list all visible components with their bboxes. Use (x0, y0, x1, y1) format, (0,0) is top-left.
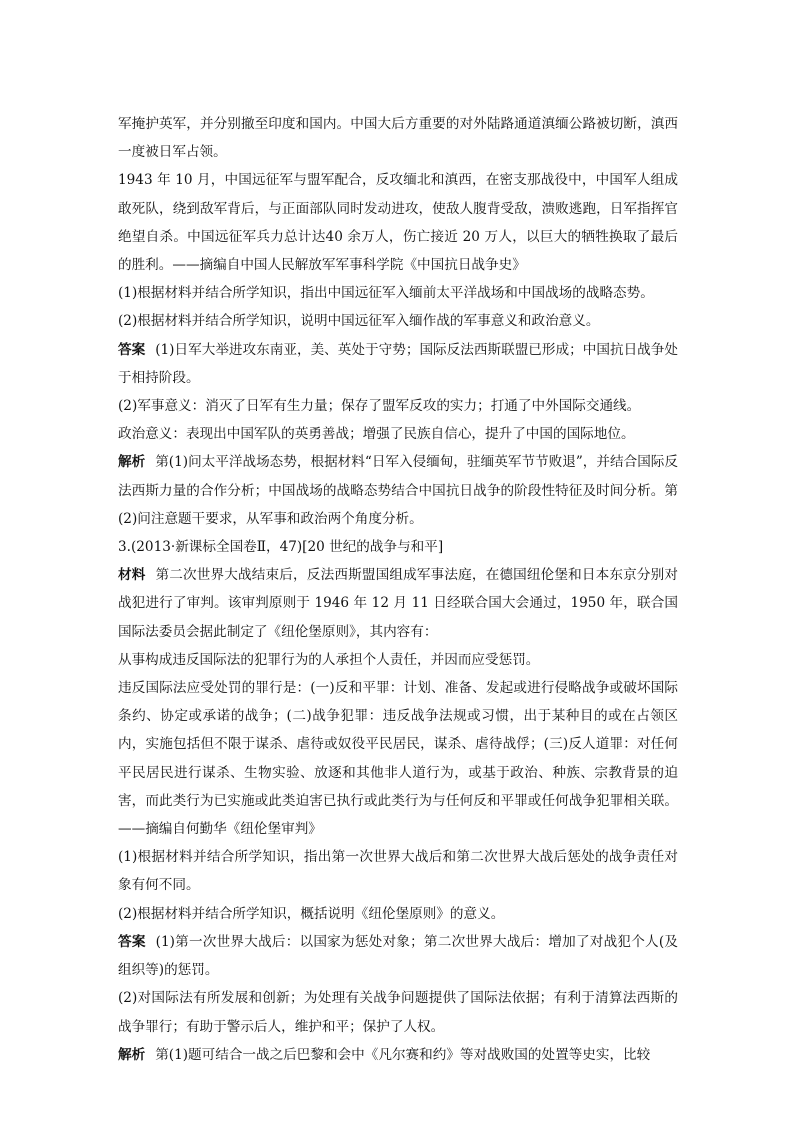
paragraph-text: (1)第一次世界大战后：以国家为惩处对象；第二次世界大战后：增加了对战犯个人(及组织等)的惩罚。 (118, 933, 679, 979)
material-3-principle-2 (118, 674, 678, 843)
material-3 (118, 561, 678, 646)
paragraph-text: (2)对国际法有所发展和创新；为处理有关战争问题提供了国际法依据；有利于清算法西斯的战争罪行；有助于警示后人，维护和平；保护了人权。 (118, 990, 678, 1035)
analysis-label: 解析 (118, 1046, 146, 1063)
answer-2-military (118, 392, 678, 420)
answer-3-1 (118, 928, 678, 984)
question-3-2 (118, 900, 678, 928)
answer-3-2 (118, 984, 678, 1040)
paragraph-text: 3.(2013·新课标全国卷Ⅱ，47)[20 世纪的战争与和平] (118, 539, 444, 556)
answer-2-political (118, 420, 678, 448)
document-body (118, 110, 678, 1069)
material-paragraph (118, 166, 678, 279)
question-1 (118, 279, 678, 307)
paragraph-text: 从事构成违反国际法的犯罪行为的人承担个人责任，并因而应受惩罚。 (118, 651, 540, 668)
paragraph-text: 违反国际法应受处罚的罪行是：(一)反和平罪：计划、准备、发起或进行侵略战争或破坏国际条约、协定或承诺的战争；(二)战争犯罪：违反战争法规或习惯，出于某种目的或在占领区内，实施包括但不限于谋杀、虐待或奴役平民居民，谋杀、虐待战俘；(三)反人道罪：对任何平民居民进行谋杀、生物实验、放逐和其他非人道行为，或基于政治、种族、宗教背景的迫害，而此类行为已实施或此类迫害已执行或此类行为与任何反和平罪或任何战争犯罪相关联。——摘编自何勤华《纽伦堡审判》 (118, 680, 678, 838)
paragraph-text: 政治意义：表现出中国军队的英勇善战；增强了民族自信心，提升了中国的国际地位。 (118, 426, 635, 443)
analysis-3 (118, 1041, 678, 1069)
paragraph-text: 军掩护英军，并分别撤至印度和国内。中国大后方重要的对外陆路通道滇缅公路被切断，滇西一度被日军占领。 (118, 116, 678, 161)
paragraph-text: (2)根据材料并结合所学知识，概括说明《纽伦堡原则》的意义。 (118, 905, 505, 922)
paragraph-text: (1)日军大举进攻东南亚，美、英处于守势；国际反法西斯联盟已形成；中国抗日战争处于相持阶段。 (118, 341, 678, 386)
paragraph-text: 第二次世界大战结束后，反法西斯盟国组成军事法庭，在德国纽伦堡和日本东京分别对战犯进行了审判。该审判原则于 1946 年 12 月 11 日经联合国大会通过，1950 年，联合国国际法委员会据此制定了《纽伦堡原则》，其内容有： (118, 567, 679, 640)
paragraph-text: (1)根据材料并结合所学知识，指出中国远征军入缅前太平洋战场和中国战场的战略态势。 (118, 285, 654, 302)
question-3-1 (118, 843, 678, 899)
paragraph-text: (2)根据材料并结合所学知识，说明中国远征军入缅作战的军事意义和政治意义。 (118, 313, 600, 330)
paragraph-text: 第(1)问太平洋战场态势，根据材料“日军入侵缅甸，驻缅英军节节败退”，并结合国际反法西斯力量的合作分析；中国战场的战略态势结合中国抗日战争的阶段性特征及时间分析。第(2)问注意题干要求，从军事和政治两个角度分析。 (118, 454, 678, 527)
analysis-label: 解析 (118, 454, 146, 471)
paragraph-text: (1)根据材料并结合所学知识，指出第一次世界大战后和第二次世界大战后惩处的战争责任对象有何不同。 (118, 849, 678, 894)
material-label: 材料 (118, 567, 146, 584)
paragraph-text: 第(1)题可结合一战之后巴黎和会中《凡尔赛和约》等对战败国的处置等史实，比较 (155, 1046, 651, 1063)
material-3-principle-1 (118, 646, 678, 674)
question-3-heading (118, 533, 678, 561)
paragraph-text: 1943 年 10 月，中国远征军与盟军配合，反攻缅北和滇西，在密支那战役中，中国军人组成敢死队，绕到敌军背后，与正面部队同时发动进攻，使敌人腹背受敌，溃败逃跑，日军指挥官绝望自杀。中国远征军兵力总计达40 余万人，伤亡接近 20 万人，以巨大的牺牲换取了最后的胜利。——摘编自中国人民解放军军事科学院《中国抗日战争史》 (118, 172, 678, 274)
answer-1 (118, 336, 678, 392)
paragraph-continuation (118, 110, 678, 166)
question-2 (118, 307, 678, 335)
analysis (118, 448, 678, 533)
answer-label: 答案 (118, 933, 146, 950)
answer-label: 答案 (118, 341, 146, 358)
paragraph-text: (2)军事意义：消灭了日军有生力量；保存了盟军反攻的实力；打通了中外国际交通线。 (118, 398, 641, 415)
